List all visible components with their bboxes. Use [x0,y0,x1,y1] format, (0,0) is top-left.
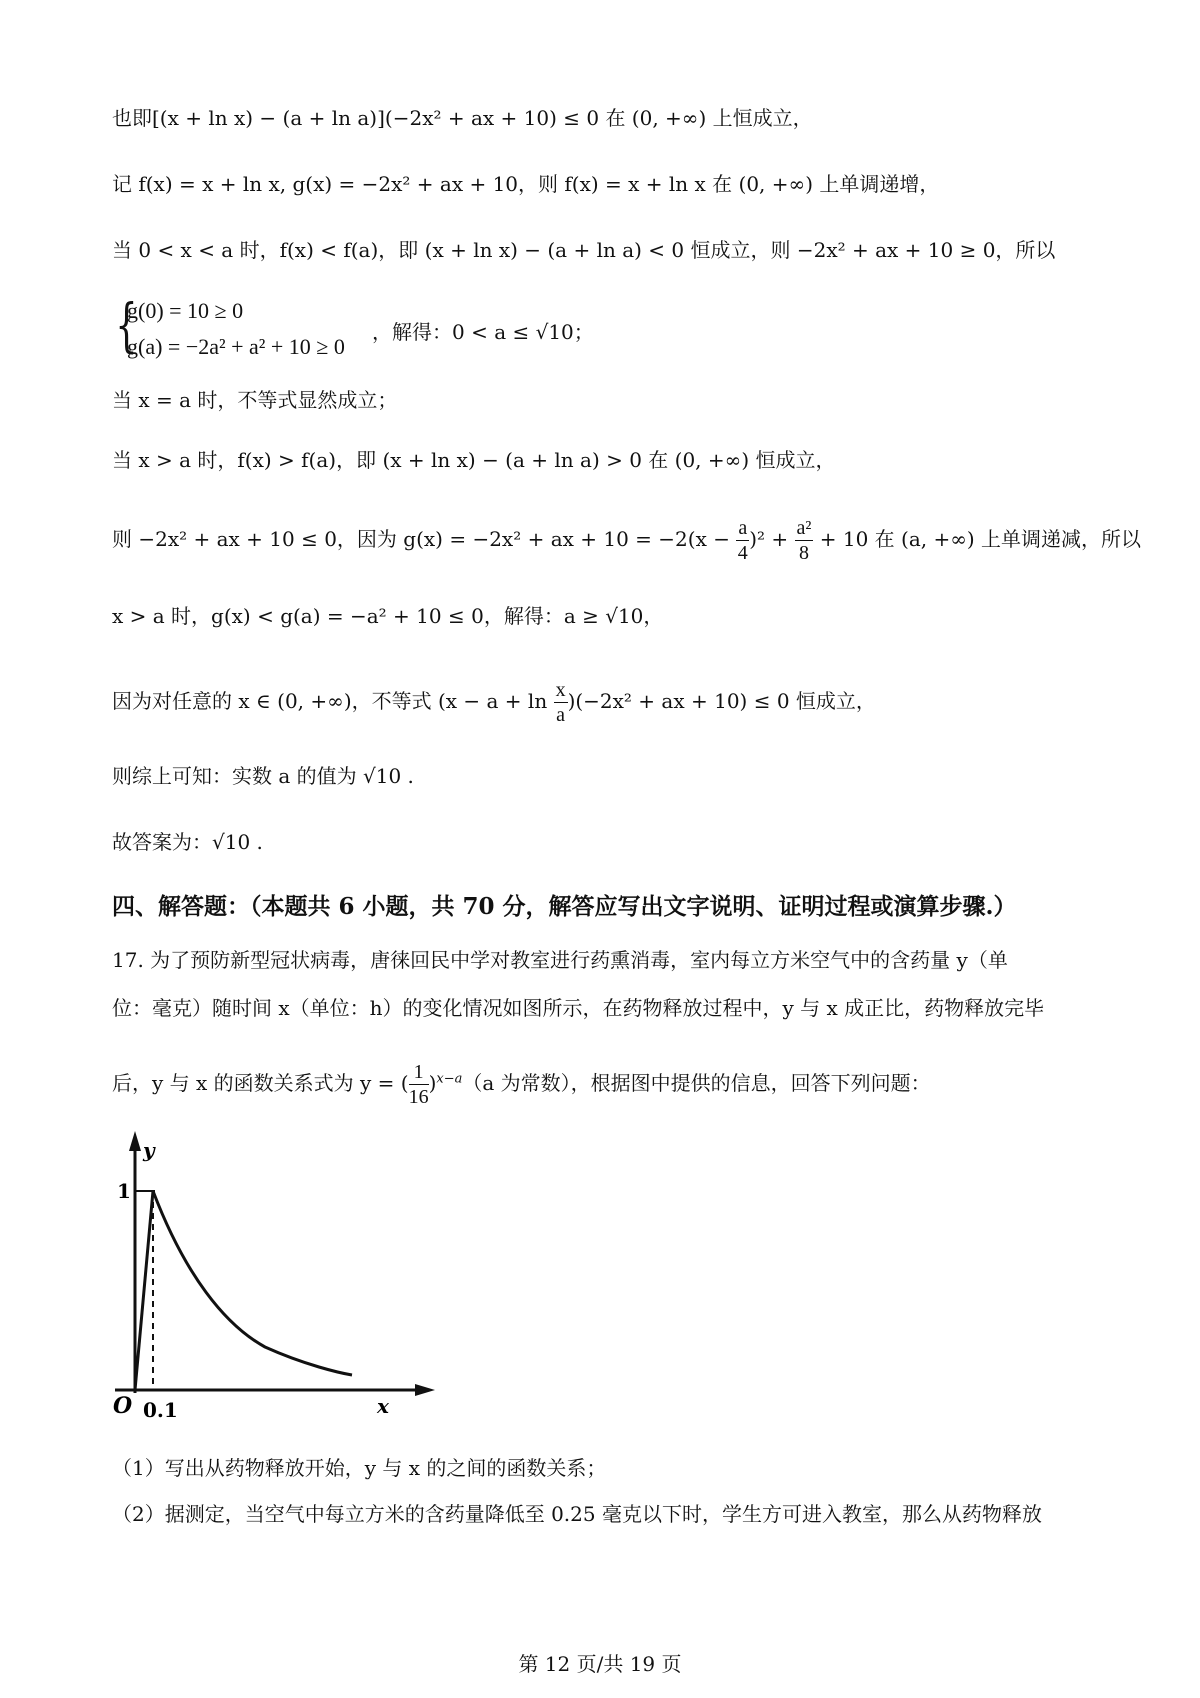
x-axis-arrow [415,1384,435,1396]
section-heading: 四、解答题：（本题共 6 小题，共 70 分，解答应写出文字说明、证明过程或演算步骤.） [112,893,1017,920]
question-17-line-3 [112,1060,931,1109]
fraction-1-over-16: $\frac{1}{16}$ [408,1061,429,1108]
x-tick-label: 0.1 [143,1398,178,1422]
line-7-part-c: + 10 在 (a, +∞) 上单调递减，所以 [813,527,1142,551]
line-2: 记 f(x) = x + ln x, g(x) = −2x² + ax + 10，则 f(x) = x + ln x 在 (0, +∞) 上单调递增， [112,172,940,196]
page-footer: 第 12 页/共 19 页 [518,1652,682,1676]
question-17-line-2: 位：毫克）随时间 x（单位：h）的变化情况如图所示，在药物释放过程中，y 与 x 成正比，药物释放完毕 [112,996,1045,1020]
line-10: 则综上可知：实数 a 的值为 √10 . [112,764,414,788]
q17-line-3-part-b: ) [428,1071,437,1095]
system-brace: { [115,291,138,359]
line-9-part-b: )(−2x² + ax + 10) ≤ 0 恒成立， [567,689,876,713]
x-axis-label: x [377,1394,389,1418]
y-axis-arrow [129,1131,141,1151]
fraction-x-over-a: $\frac{x}{a}$ [555,679,566,726]
exponent-x-minus-a: x−a [436,1071,463,1087]
concentration-graph [105,1125,445,1425]
y-axis-label: y [143,1138,155,1162]
system-tail: ，解得：0 < a ≤ √10； [372,320,594,344]
fraction-a2-over-8: $\frac{\text{a²}}{8}$ [796,517,812,564]
line-6: 当 x > a 时，f(x) > f(a)，即 (x + ln x) − (a + ln a) > 0 在 (0, +∞) 恒成立， [112,448,836,472]
line-1: 也即[(x + ln x) − (a + ln a)](−2x² + ax + 10) ≤ 0 在 (0, +∞) 上恒成立， [112,106,813,130]
line-3: 当 0 < x < a 时，f(x) < f(a)，即 (x + ln x) − (a + ln a) < 0 恒成立，则 −2x² + ax + 10 ≥ 0，所以 [112,238,1056,262]
line-11: 故答案为：√10 . [112,830,263,854]
q17-line-3-part-a: 后，y 与 x 的函数关系式为 y = ( [112,1071,409,1095]
sub-question-1: （1）写出从药物释放开始，y 与 x 的之间的函数关系； [112,1456,607,1480]
system-eq-2: g(a) = −2a² + a² + 10 ≥ 0 [127,334,345,359]
y-tick-label: 1 [117,1179,131,1203]
system-eq-1: g(0) = 10 ≥ 0 [127,298,244,323]
line-8: x > a 时，g(x) < g(a) = −a² + 10 ≤ 0，解得：a ≥ √10， [112,604,664,628]
line-7-part-b: )² + [749,527,795,551]
sub-question-2: （2）据测定，当空气中每立方米的含药量降低至 0.25 毫克以下时，学生方可进入教室，那么从药物释放 [112,1502,1042,1526]
line-5: 当 x = a 时，不等式显然成立； [112,388,398,412]
line-7 [112,516,1141,565]
decay-curve [153,1191,352,1375]
release-segment [135,1191,153,1390]
q17-line-3-part-c: （a 为常数），根据图中提供的信息，回答下列问题： [462,1071,931,1095]
fraction-a-over-4: $\frac{a}{4}$ [737,517,748,564]
origin-label: O [113,1393,133,1419]
line-9 [112,678,876,727]
question-17-line-1: 17. 为了预防新型冠状病毒，唐徕回民中学对教室进行药熏消毒，室内每立方米空气中的含药量 y（单 [112,948,1008,972]
line-9-part-a: 因为对任意的 x ∈ (0, +∞)，不等式 (x − a + ln [112,689,554,713]
line-7-part-a: 则 −2x² + ax + 10 ≤ 0，因为 g(x) = −2x² + ax + 10 = −2(x − [112,527,737,551]
